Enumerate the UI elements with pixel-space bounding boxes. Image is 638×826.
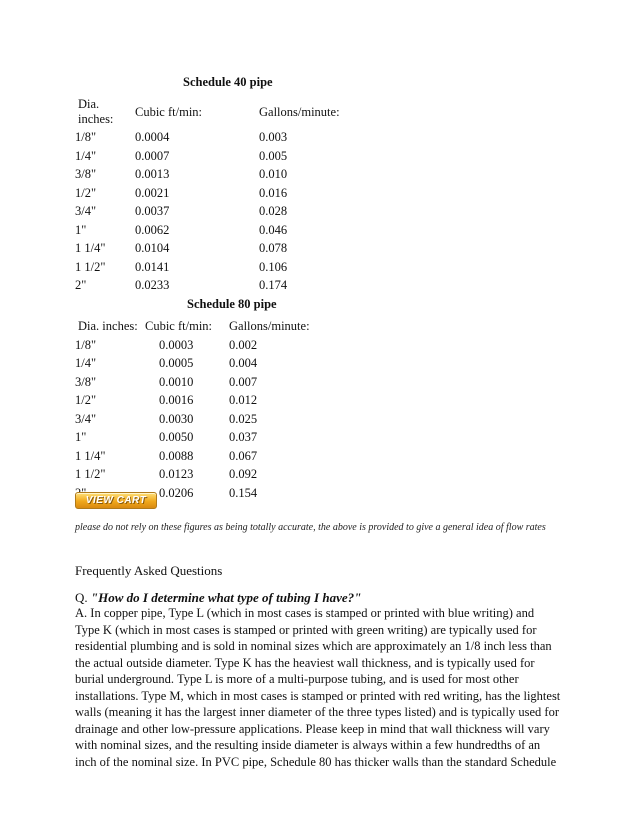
cell-gallons: 0.016 — [259, 185, 288, 200]
cell-gallons: 0.078 — [259, 241, 288, 255]
answer-line: drainage and other low-pressure applications. Please keep in mind that wall thickness will vary — [75, 721, 550, 736]
table-row — [75, 165, 359, 184]
header-cubic: Cubic ft/min: — [145, 319, 213, 333]
cell-gallons: 0.012 — [229, 393, 258, 407]
view-cart-button[interactable]: VIEW CART — [75, 492, 157, 509]
cell-cubic-ft: 0.0037 — [135, 204, 170, 218]
cell-cubic-ft: 0.0003 — [159, 337, 194, 352]
answer-line: with nominal sizes, and the resulting inside diameter is always within a few hundredths of an — [75, 738, 541, 752]
cell-dia: 3/4" — [75, 204, 97, 218]
cell-dia: 1/4" — [75, 148, 97, 163]
cell-gallons: 0.003 — [259, 130, 288, 144]
cell-dia: 2" — [75, 278, 87, 292]
cell-dia: 3/4" — [75, 411, 97, 426]
cell-dia: 3/8" — [75, 374, 97, 389]
table-row — [75, 391, 329, 410]
answer-line: residential plumbing and is sold in nominal sizes which are approximately an 1/8 inch less than — [75, 639, 552, 653]
cell-gallons: 0.092 — [229, 467, 258, 481]
cell-cubic-ft: 0.0010 — [159, 374, 194, 389]
table-row — [75, 373, 329, 392]
header-cubic: Cubic ft/min: — [135, 104, 203, 119]
schedule-40-caption: Schedule 40 pipe — [183, 75, 273, 89]
answer-line: inch of the nominal size. In PVC pipe, Schedule 80 has thicker walls than the standard Schedule — [75, 754, 557, 769]
schedule-80-caption: Schedule 80 pipe — [187, 297, 277, 311]
cell-dia: 3/8" — [75, 167, 97, 181]
table-row — [75, 336, 329, 355]
cell-gallons: 0.005 — [259, 148, 288, 163]
cell-cubic-ft: 0.0206 — [159, 485, 194, 500]
cell-gallons: 0.046 — [259, 222, 288, 237]
cell-dia: 1 1/2" — [75, 467, 106, 481]
cell-cubic-ft: 0.0016 — [159, 393, 194, 407]
cell-gallons: 0.028 — [259, 204, 288, 218]
table-row — [75, 410, 329, 429]
cell-cubic-ft: 0.0005 — [159, 356, 194, 370]
cell-cubic-ft: 0.0030 — [159, 411, 194, 426]
cell-cubic-ft: 0.0021 — [135, 185, 170, 200]
cell-cubic-ft: 0.0233 — [135, 278, 170, 292]
cell-dia: 1/8" — [75, 130, 97, 144]
table-row — [75, 354, 329, 373]
header-dia: Dia. inches: — [78, 97, 114, 126]
answer-line: the actual outside diameter. Type K has the heaviest wall thickness, and is typically used for — [75, 655, 535, 670]
cell-dia: 1/2" — [75, 185, 97, 200]
cell-dia: 1 1/2" — [75, 259, 106, 274]
faq-answer — [75, 605, 575, 770]
disclaimer-note: please do not rely on these figures as being totally accurate, the above is provided to give a general idea of flow rates — [75, 522, 546, 533]
cell-gallons: 0.067 — [229, 448, 258, 463]
cell-dia: 1" — [75, 430, 87, 444]
schedule-40-table — [75, 96, 359, 295]
table-row — [75, 128, 359, 147]
table-row — [75, 276, 359, 295]
cell-cubic-ft: 0.0007 — [135, 148, 170, 163]
question-text: "How do I determine what type of tubing I have?" — [90, 590, 362, 605]
answer-line: installations. Type M, which in most cases is stamped or printed with red writing, has the lightest — [75, 688, 561, 703]
cell-cubic-ft: 0.0123 — [159, 467, 194, 481]
cell-cubic-ft: 0.0141 — [135, 259, 170, 274]
answer-line: walls (meaning it has the largest inner diameter of the three types listed) and is typically used for — [75, 705, 560, 719]
table-header-row — [75, 317, 329, 336]
cell-gallons: 0.174 — [259, 278, 288, 292]
cell-dia: 1 1/4" — [75, 241, 106, 255]
table-row — [75, 184, 359, 203]
table-row — [75, 447, 329, 466]
cell-gallons: 0.010 — [259, 167, 288, 181]
table-row — [75, 239, 359, 258]
cell-cubic-ft: 0.0013 — [135, 167, 170, 181]
cell-gallons: 0.106 — [259, 259, 288, 274]
cell-gallons: 0.004 — [229, 356, 258, 370]
cell-gallons: 0.025 — [229, 411, 258, 426]
question-prefix: Q. — [75, 590, 88, 605]
cell-dia: 1/2" — [75, 393, 97, 407]
header-gallons: Gallons/minute: — [259, 104, 340, 119]
cell-dia: 1/8" — [75, 337, 97, 352]
faq-heading: Frequently Asked Questions — [75, 563, 223, 578]
cell-cubic-ft: 0.0088 — [159, 448, 194, 463]
cell-cubic-ft: 0.0004 — [135, 130, 170, 144]
cell-dia: 1" — [75, 222, 87, 237]
table-row — [75, 147, 359, 166]
header-dia: Dia. inches: — [78, 319, 138, 333]
faq-question — [75, 590, 361, 606]
cell-cubic-ft: 0.0062 — [135, 222, 170, 237]
answer-line: Type K (which in most cases is stamped or printed with green writing) are typically used for — [75, 622, 537, 637]
cell-dia: 1/4" — [75, 356, 97, 370]
header-gallons: Gallons/minute: — [229, 319, 310, 333]
cell-cubic-ft: 0.0050 — [159, 430, 194, 444]
table-row — [75, 202, 359, 221]
cell-gallons: 0.037 — [229, 430, 258, 444]
table-row — [75, 428, 329, 447]
table-row — [75, 258, 359, 277]
answer-line: A. In copper pipe, Type L (which in most cases is stamped or printed with blue writing) and — [75, 606, 535, 620]
answer-line: burial underground. Type L is more of a multi-purpose tubing, and is used for most other — [75, 672, 519, 686]
schedule-80-table — [75, 317, 329, 502]
cell-gallons: 0.154 — [229, 485, 258, 500]
table-row — [75, 465, 329, 484]
cell-gallons: 0.007 — [229, 374, 258, 389]
table-row — [75, 221, 359, 240]
table-header-row — [75, 96, 359, 128]
cell-dia: 1 1/4" — [75, 448, 106, 463]
cell-gallons: 0.002 — [229, 337, 258, 352]
cell-cubic-ft: 0.0104 — [135, 241, 170, 255]
